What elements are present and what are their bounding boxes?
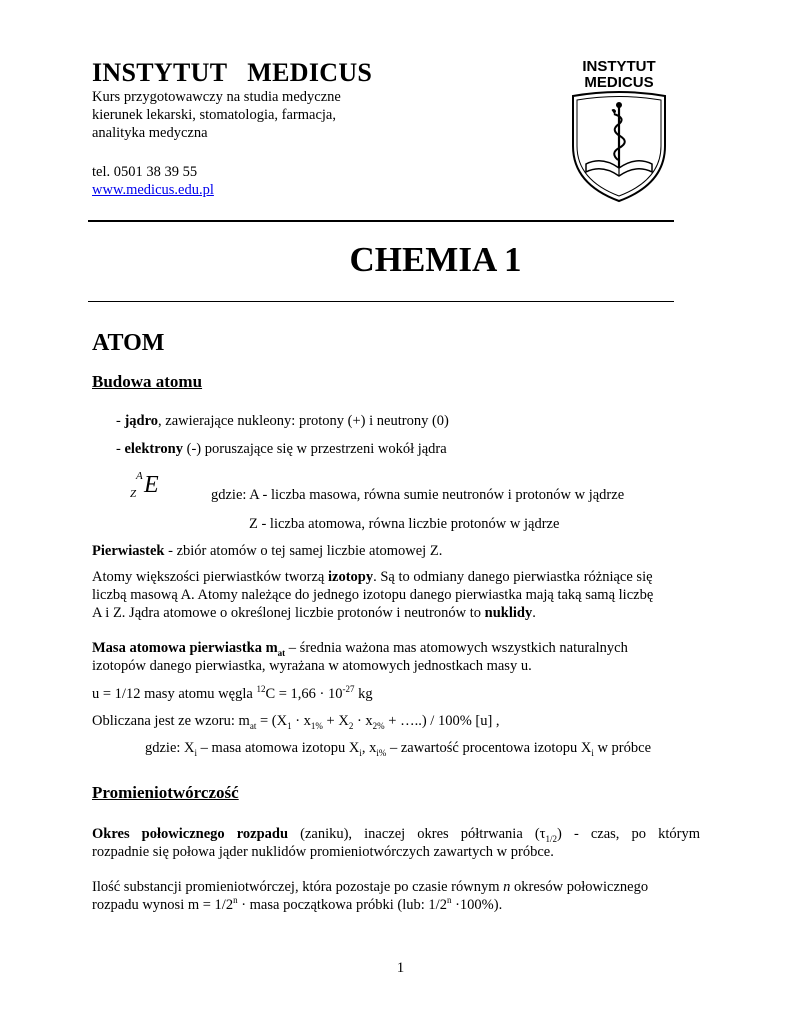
- electrons-item: - elektrony (-) poruszające się w przestrzeni wokół jądra: [116, 441, 447, 457]
- logo-text-1: INSTYTUT: [582, 58, 656, 75]
- section-heading-atom: ATOM: [92, 330, 165, 356]
- atomic-mass-unit-line: u = 1/12 masy atomu węgla $^{12}C = 1,66 \cdot 10^{-27}$ kg: [92, 684, 373, 702]
- nuclide-notation: [130, 470, 190, 506]
- remaining-amount-paragraph: Ilość substancji promieniotwórczej, która pozostaje po czasie równym n okresów połowicznego rozpadu wynosi $m = 1/2^n$ · masa początkowa próbki (lub: $1/2^n \cdot 100\%$).: [92, 879, 649, 913]
- page-number: 1: [396, 960, 405, 976]
- title-divider: [88, 301, 674, 302]
- subheading-radioactivity: Promieniotwórczość: [92, 783, 239, 802]
- phone-number: tel. 0501 38 39 55: [92, 164, 198, 180]
- formula-legend: gdzie: $X_i$ – masa atomowa izotopu $X_i$, $x_{i\%}$ – zawartość procentowa izotopu $X_i$ w próbce: [145, 740, 651, 758]
- where-atomic-number: Z - liczba atomowa, równa liczbie protonów w jądrze: [249, 516, 560, 532]
- institute-logo: [566, 56, 672, 206]
- where-mass-number: gdzie: A - liczba masowa, równa sumie neutronów i protonów w jądrze: [211, 487, 625, 503]
- caduceus-book-shield-icon: [566, 56, 672, 206]
- course-line-3: analityka medyczna: [92, 125, 208, 141]
- website-link[interactable]: www.medicus.edu.pl: [92, 182, 214, 198]
- header-divider: [88, 220, 674, 222]
- notation-element: E: [144, 472, 159, 498]
- document-title: CHEMIA 1: [349, 240, 522, 279]
- nucleus-item: - jądro, zawierające nukleony: protony (+) i neutrony (0): [116, 413, 449, 429]
- notation-mass-number: A: [136, 470, 143, 482]
- isotopes-paragraph: Atomy większości pierwiastków tworzą izotopy. Są to odmiany danego pierwiastka różniące się liczbą masową A. Atomy należące do jednego izotopu danego pierwiastka mają taką samą liczbę A i Z. Jądra atomowe o określonej liczbie protonów i neutronów to nuklidy.: [92, 569, 654, 621]
- logo-text-2: MEDICUS: [584, 74, 654, 91]
- atomic-mass-formula: Obliczana jest ze wzoru: $m_{at} = (X_1 \cdot x_{1\%} + X_2 \cdot x_{2\%}$ + …..) / 100% [u] ,: [92, 713, 500, 731]
- institute-name: INSTYTUT MEDICUS: [92, 58, 373, 87]
- half-life-definition: Okres połowicznego rozpadu (zaniku), inaczej okres półtrwania $(\tau_{1/2})$ - czas, po którym rozpadnie się połowa jąder nuklidów promieniotwórczych zawartych w próbce.: [92, 826, 700, 860]
- notation-atomic-number: Z: [130, 488, 137, 500]
- subheading-atom-structure: Budowa atomu: [92, 372, 203, 391]
- course-line-2: kierunek lekarski, stomatologia, farmacja,: [92, 107, 336, 123]
- course-line-1: Kurs przygotowawczy na studia medyczne: [92, 89, 341, 105]
- element-definition: Pierwiastek - zbiór atomów o tej samej liczbie atomowej Z.: [92, 543, 443, 559]
- atomic-mass-definition: Masa atomowa pierwiastka $m_{at}$ – średnia ważona mas atomowych wszystkich naturalnych izotopów danego pierwiastka, wyrażana w atomowych jednostkach masy u.: [92, 640, 628, 674]
